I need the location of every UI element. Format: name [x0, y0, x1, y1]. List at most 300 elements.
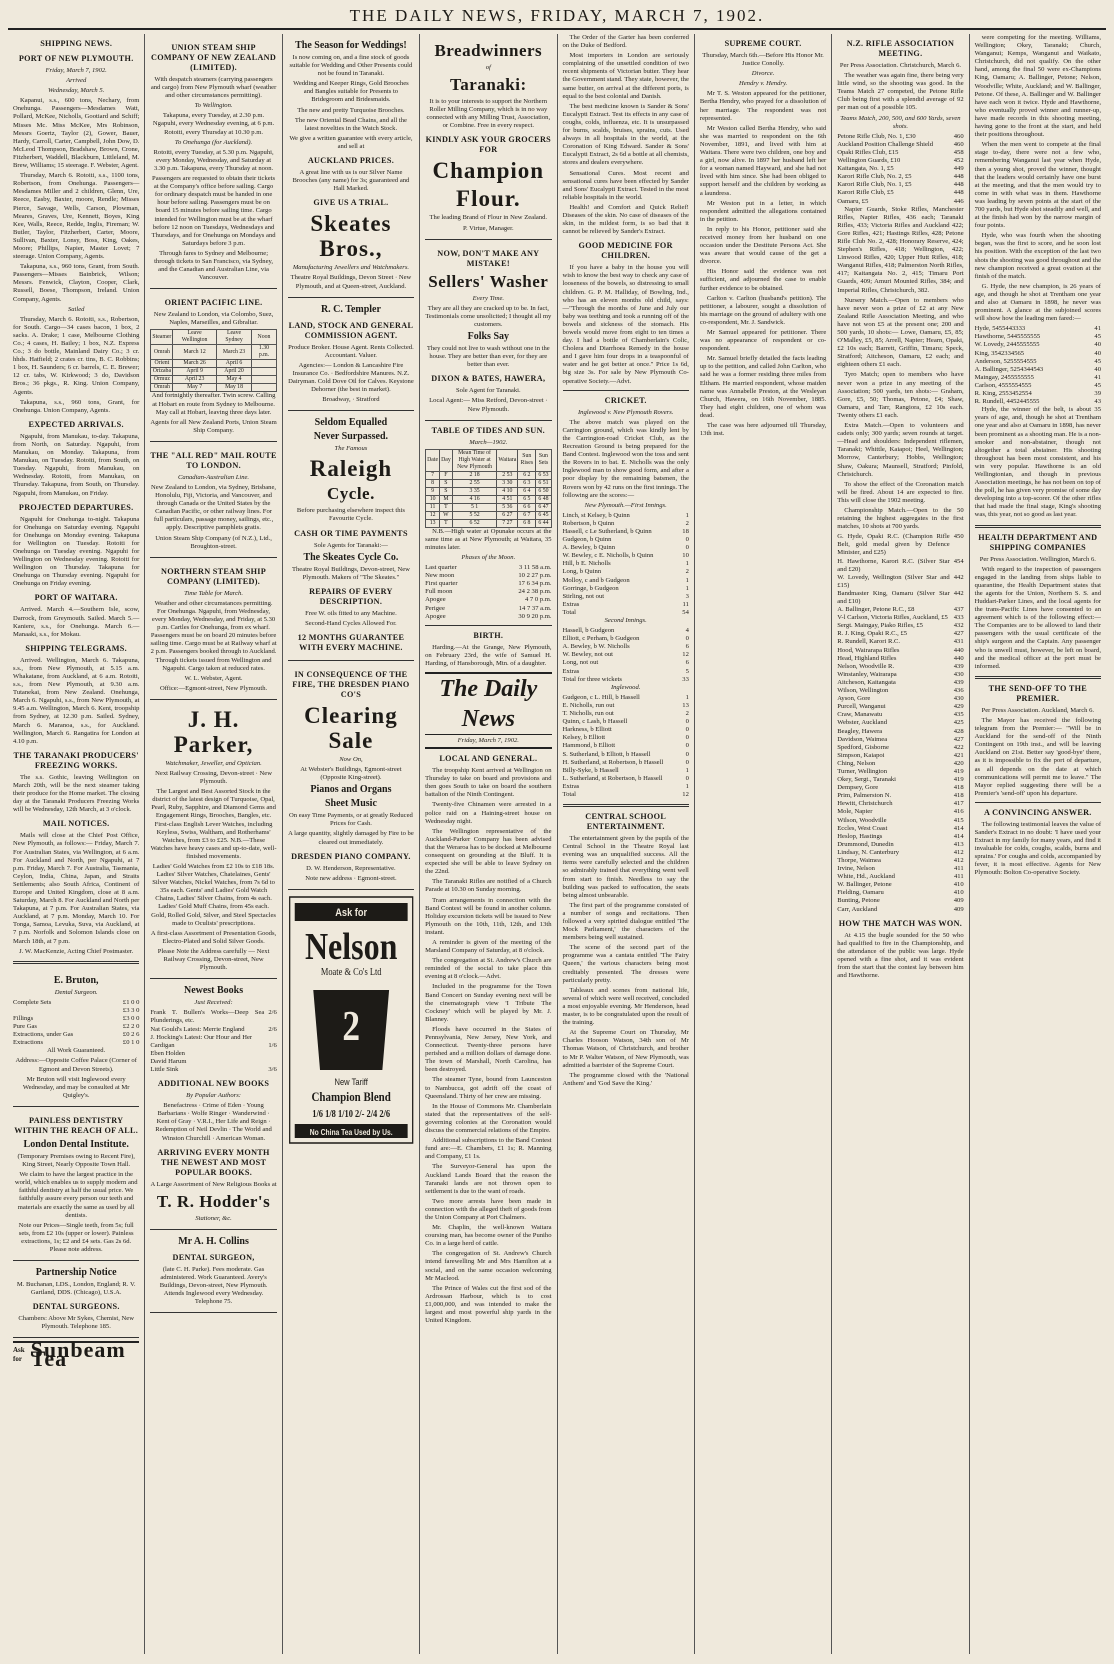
london-sub: (Temporary Premises owing to Recent Fire), King Street, Nearly Opposite Town Hall.	[17, 1152, 135, 1169]
dresden-co: DRESDEN PIANO COMPANY.	[291, 851, 411, 861]
wedding-text: Is now coming on, and a fine stock of goods suitable for Wedding and Other Presents could not be found in Taranaki.	[289, 54, 413, 78]
championship-score-line: Irvine, Nelson 411	[837, 865, 964, 873]
wedding-heading: The Season for Weddings!	[295, 40, 407, 51]
cycle-heading: Cycle.	[327, 484, 375, 504]
steamer-agents: Agents for all New Zealand Ports, Union Steam Ship Company.	[150, 418, 277, 434]
championship-score-line: R. Rundell, Karori R.C. 431	[837, 638, 964, 646]
np-scores	[563, 512, 689, 609]
cash-text: CASH OR TIME PAYMENTS	[294, 528, 408, 538]
expected-heading: EXPECTED ARRIVALS.	[28, 419, 124, 429]
sunbeam-tea: Sunbeam Tea	[30, 1337, 126, 1371]
allred-heading: THE "ALL RED" MAIL ROUTE TO LONDON.	[150, 450, 277, 470]
london-text: We claim to have the largest practice in the world, which enables us to supply modern and faithful dentistry at half the usual price. We faithfully assure every person our teeth and materials are exactly the same as used by all dentists.	[14, 1171, 138, 1219]
allred-sub: Canadian-Australian Line.	[178, 473, 250, 481]
dresden-intro: IN CONSEQUENCE OF THE FIRE, THE DRESDEN PIANO CO'S	[292, 670, 410, 699]
inglewood-heading: Inglewood.	[610, 683, 641, 691]
leading-score-line: R. Rundell, 4452445555 43	[974, 398, 1101, 406]
leading-score-line: Hawthorne, 5445555555 45	[974, 333, 1101, 341]
sendoff-heading: THE SEND-OFF TO THE PREMIER.	[988, 683, 1088, 703]
arriving-heading: ARRIVING EVERY MONTH THE NEWEST AND MOST POPULAR BOOKS.	[157, 1147, 270, 1177]
arrived-text-2: Thursday, March 6. Rotoiti, s.s., 1100 tons, Robertson, from Onehunga. Passengers—Mesdames Miller and 2 children, Glenn, Ure, Reece, Easby, Baxter, moore, Rendle; Misses Pierce, Savage, Wells, Carson, Plowman, Meares, Graves, Ure, Kennett, Boyes, King Kee, Walls, Reece, Redde, Inglis, Fireman; W. Butler, Taylor, Fitzherbert, Carter, Moore, Sullivan, Baxter, Lonsy, Boss, King, Oakes, Moore; Phillips, Napier, Master Lovet; 7 steerage. Union Company, Agents.	[13, 172, 140, 261]
supreme-heading: SUPREME COURT.	[724, 39, 802, 48]
templer-sub: LAND, STOCK AND GENERAL COMMISSION AGENT.	[288, 320, 414, 340]
team-score-line: Auckland Position Challenge Shield 460	[837, 140, 964, 148]
tide-column-header: Sun Sets	[536, 449, 551, 471]
score-line: W. Bewley, c E. Nicholls, b Quinn 10	[562, 552, 689, 560]
northern-office: Office:—Egmont-street, New Plymouth.	[159, 684, 268, 692]
score-line: Extras 11	[562, 600, 689, 608]
sendoff-sub: Per Press Association. Auckland, March 6.	[981, 706, 1095, 714]
cricket-text: The above match was played on the Carrington ground, which was kindly lent by the Carrington-road Cricket Club, as the Recreation Ground is being prepared for the Band Contest. Inglewood won the toss and sent the Rovers in to bat. E. Nicholls was the only Inglewood man to show good form, and after a poor display by the remaining batsmen, the Rovers won by 42 runs on the first innings. The following are the scores:—	[562, 418, 689, 499]
webster-address: At Webster's Buildings, Egmont-street (Opposite King-street).	[300, 766, 402, 782]
nelson-tea-ad	[288, 895, 414, 1148]
freezing-text: The s.s. Gothic, leaving Wellington on March 20th, will be the next steamer taking their produce for the Home market. The closing day at the Taranaki Producers Freezing Works will be Wednesday, 12th March, at 3 o'clock.	[13, 773, 140, 814]
championship-score-line: Prim, Palmerston N. 418	[837, 792, 964, 800]
collins-sub: DENTAL SURGEON,	[172, 1252, 255, 1262]
team-score-line: Karori Rifle Club, £5 448	[837, 189, 964, 197]
score-line: Stirling, not out 3	[562, 592, 689, 600]
local-news-paragraph: Included in the programme for the Town Band Concert on Sunday evening next will be the cinematograph view 'I Tribute The Cockney' which will be played by Mr. J. Blanney.	[425, 983, 552, 1023]
dental-price-line: £3 3 0	[122, 1006, 140, 1014]
skeates-cycle: The Skeates Cycle Co.	[303, 551, 399, 563]
tide-row: 13 T 6 52 7 27 6 8 6 44	[426, 519, 551, 527]
championship-score-line: Sergt. Maingay, Piako Rifles, £5 432	[837, 622, 964, 630]
tide-row: 9 S 3 35 4 10 6 4 6 50	[426, 487, 551, 495]
court-paragraph: In reply to his Honor, petitioner said she received money from her husband on one occasion under the Destitute Persons Act. She was aware that would cause of the get a divorce.	[699, 225, 827, 266]
flour-ad	[425, 34, 551, 240]
court-paragraph: Mr T. S. Weston appeared for the petitioner, Bertha Hendry, who prayed for a dissolution of her marriage. The respondent was not represented.	[699, 90, 827, 122]
central-heading: CENTRAL SCHOOL ENTERTAINMENT.	[585, 812, 667, 832]
tide-column-header: Mean Time of High Water at New Plymouth	[452, 449, 497, 471]
column-5	[558, 34, 695, 1654]
free-text: Free W. oils fitted to any Machine.	[305, 609, 397, 617]
steamer-row: Omrah May 7 May 18	[151, 384, 276, 392]
skeates-heading: Skeates Bros.,	[310, 211, 392, 262]
championship-score-line: Aitcheson, Kaitangata 439	[837, 678, 964, 686]
taranaki-heading: Taranaki:	[450, 75, 527, 95]
goodmed-text: If you have a baby in the house you will wish to know the best way to check any case of looseness of the bowels, so distressing to small children. G. P. M. Halliday, of Bowling, Ind., who has an eleven months old child, says:—"Through the months of June and July our baby was teething and took a running off of the bowels and sickness of the stomach. His bowels would move from eight to ten times a day. I had a bottle of Chamberlain's Colic, Cholera and Diarrhoea Remedy in the house and I gave him four drops in a teaspoonful of water and he got better at once." Price 1s 6d, big size 3s. For sale by New Plymouth Co-operative Society.—Advt.	[562, 264, 689, 385]
local-news-paragraph: The Surveyor-General has upon the Auckland Lands Board that the reason the Taranaki lands are not thrown open to settlement is due to the want of roads.	[425, 1163, 552, 1195]
winner-text: Hyde, the winner of the belt, is about 35 years of age, and, though he shot at Trentham one year and also at Oamaru in 1898, has never been prominent as a shooting man. He is a non-smoker and non-abstainer, though not altogether a total abstainer. His shooting throughout has been most consistent, and his win very popular. Hawthorne is an old Wellingtonian, and though in previous Association meetings, he has not been on top of the poll, he has given very promise of some day developing into a top-scorer. Of the other rifles that had made the final stage, King's shooting was, this year, not so good as last year.	[974, 406, 1101, 519]
local-news-paragraph: A reminder is given of the meeting of the Marsland Company of Saturday, at 8 o'clock.	[425, 938, 552, 955]
kindly-text: KINDLY ASK YOUR GROCERS FOR	[425, 135, 552, 155]
championship-score-line: Beagley, Hawera 428	[837, 727, 964, 735]
local-news-paragraph: Mr. Chaplin, the well-known Waitara coursing man, has become owner of the Puniho Co. in a large herd of cattle.	[425, 1224, 552, 1248]
supreme-sub: Thursday, March 6th.—Before His Honor Mr. Justice Conolly.	[702, 52, 824, 68]
turquoise-text: The new and pretty Turquoise Brooches.	[297, 106, 405, 114]
wedding-rings: Wedding and Keeper Rings, Gold Brooches and Bangles suitable for Presents to Bridegroom and Bridesmaids.	[293, 80, 409, 104]
virtue-text: P. Virtue, Manager.	[463, 224, 514, 232]
championship-score-line: Turner, Wellington 419	[837, 767, 964, 775]
london-prices: Note our Prices—Single teeth, from 5s; full sets, from £2 10s (upper or lower). Painless extractions, 1s; £2 and £4 sets. Gas 2s 6d. Please note address.	[18, 1221, 134, 1253]
tickets-text: Passengers are requested to obtain their tickets at the Company's office before sailing. Cargo for ordinary despatch must be handed in one hour before sailing. Passengers must be on board 15 minutes before sailing time. Cargo intended for Wellington must be at the wharf before 12 noon on Tuesdays, Wednesdays and Thursdays, and for Onehunga on Mondays and Saturdays before 3 p.m.	[151, 175, 276, 247]
moon-phase-line: New moon 10 2 27 p.m.	[425, 572, 552, 580]
inglewood-total: Total 12	[562, 790, 689, 798]
collins-heading: Mr A. H. Collins	[178, 1235, 249, 1247]
central-paragraph: At the Supreme Court on Thursday, Mr Charles Hooson Watson, 34th son of Mr Thomas Watson, of Christchurch, and brother to Mr P. Walter Watson, of New Plymouth, was admitted a barrister of the Supreme Court.	[562, 1029, 689, 1069]
leading-score-line: King, 3542334565 40	[974, 349, 1101, 357]
book-line: Little Sink 3/6	[150, 1065, 277, 1073]
silver-text: A great line with us is our Silver Name Brooches (any name) for 3s; guaranteed and Hall Marked.	[292, 169, 410, 193]
score-line: Extras 1	[562, 782, 689, 790]
books-ad	[150, 979, 276, 1230]
news-paragraph: The Order of the Garter has been conferred on the Duke of Bedford.	[562, 34, 689, 50]
partnership-ad	[13, 1261, 139, 1338]
book-line: Cardigan 1/6	[150, 1041, 277, 1049]
rifle-heading: N.Z. RIFLE ASSOCIATION MEETING.	[846, 39, 955, 58]
local-agent: Local Agent:— Miss Retford, Devon-street · New Plymouth.	[429, 397, 548, 413]
championship-score-line: R. J. King, Opaki R.C., £5 427	[837, 630, 964, 638]
dresden-ad	[288, 661, 414, 890]
birth-heading: BIRTH.	[473, 630, 504, 640]
additional-heading: ADDITIONAL NEW BOOKS	[157, 1079, 270, 1089]
book-line: J. Hocking's Latest: Our Hour and Her	[150, 1033, 253, 1041]
eucalypti-notes	[563, 34, 689, 236]
news-paragraph: Most importers in London are seriously complaining of the unsettled condition of two recent shipments of Victorian butter. They hear the Government stand. They state, however, the same butter, on arrival at the different ports, is equal to the best colonial and Danish.	[562, 52, 689, 100]
team-score-line: Wellington Guards, £10 452	[837, 157, 964, 165]
washer-text-2: They could not live to wash without one in the house. They are better than ever, for they are better than ever.	[426, 345, 550, 369]
tide-column-header: Date	[426, 449, 440, 471]
divorce-sub: Hendry v. Hendry.	[738, 80, 788, 88]
local-news-paragraph: Additional subscriptions to the Band Contest fund are:—E. Chambers, £1 1s; R. Manning and Company, £1 1s.	[425, 1137, 552, 1161]
local-news-paragraph: The Wellington representative of the Auckland-Parker Company has been advised that the Weraroa has to be docked at Melbourne consequent on grounding at the Bluff. It is expected she will be able to leave Sydney on the 22nd.	[425, 827, 552, 876]
departures-heading: PROJECTED DEPARTURES.	[18, 502, 134, 512]
score-line: E. Nicholls, run out 13	[562, 701, 689, 709]
tyro-text: Tyro Match; open to members who have never won a prize in any meeting of the Association; 500 yards, ten shots:— Graham, Gore, £5, 50; Thomas, Petone, £4; Shaw, Oamaru, and Tarr, Rangiora, £2 10s each. Twenty others £1 each.	[837, 371, 964, 419]
henderson-text: D. W. Henderson, Representative.	[306, 864, 396, 872]
championship-score-line: Nelson, Woodville R. 439	[837, 662, 964, 670]
additional-text: Benefactress · Crime of Eden · Young Barbarians · Wolfe Ringer · Wanderwind · Kent of Gray · V.R.I., Her Life and Reign · Redemption of Neil Devlin · The World and Winston Churchill · American Woman.	[155, 1102, 272, 1142]
health-sub: Per Press Association. Wellington, March 6.	[979, 555, 1096, 563]
northern-text: Weather and other circumstances permitting. For Onehunga. Ngapuhi, from Wednesday, every Monday, Wednesday, and Friday, at 5.30 p.m. Cartles for Onehunga, from ex wharf. Passengers must be on board 20 minutes before sailing time. Cargo must be at Railway wharf at 2 p.m. Passengers booked through to Auckland. Through tickets issued from Wellington and Ngapuhi. Cargo taken at reduced rates.	[150, 599, 277, 672]
deciding-text: To show the effect of the Coronation match will be fired. About 14 are expected to fire. This will close the 1902 meeting.	[837, 480, 964, 504]
parker-note: Please Note the Address carefully — Next Railway Crossing, Devon-street, New Plymouth.	[157, 947, 270, 972]
dental-address: Address:—Opposite Coffee Palace (Corner of Egmont and Devon Streets).	[15, 1057, 137, 1073]
moon-phase-line: Apogee 30 9 20 p.m.	[425, 612, 552, 620]
rifle-sub: Per Press Association. Christchurch, March 6.	[839, 62, 962, 69]
score-line: Billy-Syke, b Hassell 1	[562, 766, 689, 774]
championship-score-line: Thorpe, Waimea 412	[837, 857, 964, 864]
dont-text: NOW, DON'T MAKE ANY MISTAKE!	[437, 248, 540, 268]
championship-score-line: White, Hd., Auckland 411	[837, 873, 964, 881]
score-line: A. Bewley, b Quinn 0	[562, 544, 689, 552]
court-paragraph: Mr Weston put in a letter, in which respondent admitted the allegations contained in the petition.	[699, 199, 827, 223]
championship-score-line: Head, Highland Rifles 440	[837, 654, 964, 662]
local-news-paragraph: Two more arrests have been made in connection with the alleged theft of goods from the Union Company at Port Chalmers.	[425, 1197, 552, 1221]
court-paragraph: The case was here adjourned till Thursday, 13th inst.	[699, 422, 827, 438]
union-heading: UNION STEAM SHIP COMPANY OF NEW ZEALAND (LIMITED).	[151, 43, 277, 72]
steamer-row: Omrah March 12 March 23 1.30 p.m.	[151, 345, 276, 360]
auckland-prices: AUCKLAND PRICES.	[307, 156, 395, 166]
score-line: Robertson, b Quinn 2	[562, 519, 689, 527]
wellington-heading: To Wellington.	[194, 102, 233, 110]
team-score-line: Karori Rifle Club, No. 1, £5 448	[837, 181, 964, 189]
championship-score-line: Spedford, Gisborne 422	[837, 743, 964, 751]
dixon-heading: DIXON & BATES, HAWERA,	[431, 374, 546, 384]
teams-text: Napier Guards, Stoke Rifles, Manchester Rifles, Napier Rifles, 436 each; Taranaki Rifles, 433; Victoria Rifles and Auckland 422; Gore Rifles, 421; Hastings Rifles, 428; Petone Rifle Club No. 2, 428; Honorary Reserve, 424; Stephen's Rifles, 418; Wellington, 422; Linwood Rifles, 420; Upper Hutt Rifles, 418; Wanganui Rifles, 418; Palmerston North Rifles, 417; Kaitangata No. 2, 415; Timaru Port Guards, 409; Amuri Mounted Rifles, 384; and Imperial Rifles, Christchurch, 382.	[837, 205, 964, 294]
skeates-cycle-address: Theatre Royal Buildings, Devon-street, New Plymouth. Makers of "The Skeates."	[291, 565, 410, 581]
shipping-date: Friday, March 7, 1902.	[45, 67, 107, 74]
london-dental-ad	[13, 1107, 139, 1261]
local-news-paragraph: The Prince of Wales cut the first sod of the Ardrossan Harbour, which is to cost £1,000,000, and was intended to make the largest and most powerful ship yards in the United Kingdom.	[425, 1284, 552, 1325]
masthead	[8, 6, 1106, 30]
score-line: Gudgeon, b Quinn 0	[562, 536, 689, 544]
championship-score-line: Heslop, Hastings 414	[837, 832, 964, 840]
of-text: of	[485, 64, 491, 71]
leading-score-line: W. Lovedy, 2445555555 40	[974, 341, 1101, 349]
score-line: S. Sutherland, b Elliott, b Hassell 0	[562, 750, 689, 758]
championship-score-line: Eccles, West Coast 414	[837, 824, 964, 832]
parker-heading: J. H. Parker,	[173, 706, 254, 757]
score-line: Hill, b E. Nicholls 1	[562, 560, 689, 568]
nelson-sub: Moate & Co's Ltd	[320, 966, 382, 978]
central-paragraph: Tableaux and scenes from national life, several of which were well received, concluded a most enjoyable evening. Mr Henderson, head master, is to be congratulated upon the result of the training.	[562, 986, 689, 1027]
championship-score-line: Hewitt, Christchurch 417	[837, 800, 964, 808]
championship-score-line: Webster, Auckland 425	[837, 719, 964, 727]
tides-sub: March—1902.	[469, 438, 508, 446]
moon-phase-line: Full moon 24 2 38 p.m.	[425, 588, 552, 596]
oriental-text: The new Oriental Bead Chains, and all the latest novelties in the Watch Stock.	[294, 116, 407, 132]
championship-score-line: H. Hawthorne, Karori R.C. (Silver Star and £20) 454	[837, 557, 964, 573]
henderson-address: Note new address · Egmont-street.	[305, 874, 397, 882]
score-line: Quinn, c Lash, b Hassell 0	[562, 718, 689, 726]
inglewood-scores	[563, 694, 689, 791]
team-score-line: Karori Rifle Club, No. 2, £5 448	[837, 173, 964, 181]
additional-sub: By Popular Authors:	[186, 1092, 241, 1100]
rifle-cont-text: were competing for the meeting. Williams, Wellington; Okey, Taranaki; Church, Wanganui; Kemps, Wanganui and Waikato, Christchurch, did not qualify. On the other hand, among the final 50 were ex-Champions King, Oamaru; A. Ballinger, Petone; Nelson, Woodville; White, Auckland; and W. Ballinger, Petone. Of these, A. Ballinger and W. Ballinger have each won it twice. Hyde and Hawthorne, who eventually proved winner and runner-up, have made records in this shooting meeting, having gone to the front at the start, and held their positions throughout.	[974, 34, 1101, 139]
championship-score-line: Bandmaster King, Oamaru (Silver Star and £10) 442	[837, 589, 964, 605]
nursery-text: Nursery Match.—Open to members who have never won a prize of £2 at any New Zealand Rifle Association Meeting, and who have not won £5 at the present one; 200 and 500 yards, 10 shots:— Lowe, Oamaru, £5, 85; O'Malley, £5, 85; Arrell, Napier; Hearn, Opaki, £2 10s each; Barrett, Griffin, Timaru; Speck, Stratford; Aitcheson, Oamaru, £2 each; and eighteen others £1 each.	[837, 296, 964, 369]
column-6	[695, 34, 832, 1654]
templer-ad	[288, 298, 414, 412]
partnership-heading: Partnership Notice	[35, 1267, 117, 1279]
sunbeam-ad	[13, 1337, 139, 1371]
nelson-no-china: No China Tea Used by Us.	[309, 1127, 393, 1138]
columns	[8, 34, 1106, 1654]
court-paragraph: Mr Weston called Bertha Hendry, who said she was married to respondent on the 6th November, 1891, and lived with him at Waitara. There were two children, one boy and a girl, now alive. In 1897 her husband left her for a woman named Hayward, and she had not lived with him since. She had been obliged to support herself and the children by working as a laundress.	[699, 124, 827, 197]
allred-ad	[150, 442, 276, 558]
championship-score-line: Wilson, Wellington 436	[837, 687, 964, 695]
championship-score-line: Dempsey, Gore 418	[837, 784, 964, 792]
divorce-heading: Divorce.	[751, 70, 775, 78]
union-text: With despatch steamers (carrying passengers and cargo) from New Plymouth wharf (weather and other circumstances permitting).	[150, 76, 277, 100]
team-score-line: Kaitangata, No. 1, £5 449	[837, 165, 964, 173]
leading-score-line: Carlson, 4555554555 45	[974, 381, 1101, 389]
onehunga-heading: To Onehunga (for Auckland).	[174, 138, 253, 146]
sheet-text: Sheet Music	[324, 798, 377, 810]
through-text: Through fares to Sydney and Melbourne; through tickets to San Francisco, via Sydney, and the Canadian and Australian Line, via Vancouver.	[154, 249, 274, 282]
tides-table	[425, 449, 551, 528]
championship-score-line: Wilson, Woodville 415	[837, 816, 964, 824]
parker-ad	[150, 700, 276, 979]
painless-heading: PAINLESS DENTISTRY WITHIN THE REACH OF ALL.	[14, 1115, 139, 1135]
easy-text: On easy Time Payments, or at greatly Reduced Prices for Cash.	[289, 812, 413, 828]
bargain-text: A large quantity, slightly damaged by Fire to be cleared out immediately.	[288, 830, 414, 846]
trial-text: GIVE US A TRIAL.	[313, 198, 389, 208]
famous-text: The Famous	[334, 445, 368, 453]
score-line: Harkness, b Elliott 0	[562, 726, 689, 734]
sailed-heading: Sailed	[67, 305, 85, 313]
score-line: Elliott, c Perham, b Gudgeon 0	[562, 635, 689, 643]
nelson-prices: 1/6 1/8 1/10 2/- 2/4 2/6	[312, 1108, 390, 1120]
tide-row: 10 M 4 16 4 51 6 5 6 48	[426, 495, 551, 503]
waitara-heading: PORT OF WAITARA.	[34, 593, 118, 603]
repairs-text: REPAIRS OF EVERY DESCRIPTION.	[309, 586, 393, 606]
column-7	[832, 34, 969, 1654]
health-text: With regard to the inspection of passengers engaged in the landing from ships liable to quarantine, the Health Department states that the agents for the Union, Northern S. S. and Huddart-Parker Lines, and the local agents for the trans-Pacific Lines have consented to an agreement which is of the following effect:— The Companies are to be allowed to land their passengers with the usual certificate of the ship's surgeon and the Captain. Any passenger who is unwell must, however, be left on board, and the medical officer at the port must be informed.	[974, 565, 1101, 670]
cricket-heading: CRICKET.	[604, 395, 647, 405]
dental-price-list	[13, 999, 139, 1048]
np-second-total: Total for three wickets 33	[562, 675, 689, 683]
leading-score-line: Anderson, 5255554555 45	[974, 357, 1101, 365]
howwon-heading: HOW THE MATCH WAS WON.	[838, 918, 963, 928]
moon-phase-line: First quarter 17 6 34 p.m.	[425, 580, 552, 588]
clearing-heading: Clearing Sale	[304, 703, 398, 753]
team-score-line: Petone Rifle Club, No. 1, £30 460	[837, 132, 964, 140]
arrived-text: Kapanui, s.s., 600 tons, Nechary, from Onehunga. Passengers—Mesdames Watt, Pollard, McKee, Nicholls, Gootiard and Schiff; Misses Mc. Miss McKee, Mrs Robinson, Messrs Goertz, Taylor (2), Gower, Bauer, Hardy, Carroll, Carter, Campbell, John Dow, D. McLeod Thompson, Bradshaw, Brown, Crone, Fitzherbert, Waddell, Blackburn, Littleland, M. Brew, Williams; 15 steerage. F. Webster, Agent.	[13, 97, 140, 170]
championship-score-line: Bunting, Petone 409	[837, 897, 964, 905]
paper-title: The Daily News	[425, 672, 551, 735]
hyde-text: G. Hyde, the new champion, is 26 years of age, and though he shot at Trentham one year and also at Oamaru in 1898, he never was prominent. A glance at the subjoined scores will show how the leading men fared:—	[974, 282, 1101, 323]
expected-text: Ngapuhi, from Manukau, to-day. Takapuna, from North, on Saturday. Ngapuhi, from Manukau, on Monday. Takapuna, from Manukau, on Tuesday. Rotoiti, from South, on Tuesday. Ngapuhi, from Manukau, on Wednesday. Rotoiti, from Manukau, on Thursday. Takapuna, from South, on Thursday. Ngapuhi, from Manukau, on Friday.	[13, 432, 140, 497]
moon-heading: Phases of the Moon.	[461, 553, 516, 561]
nelson-tea-graphic	[288, 895, 414, 1145]
collins-ad	[150, 1230, 276, 1313]
court-paragraph: His Honor said the evidence was not sufficient, and adjourned the case to enable further evidence to be obtained.	[699, 268, 827, 292]
championship-score-line: Okey, Sergt., Taranaki 419	[837, 776, 964, 784]
championship-score-line: Fielding, Oamaru 410	[837, 889, 964, 897]
steamer-column-header: Steamer	[151, 330, 173, 345]
column-4	[420, 34, 557, 1654]
pacific-ad	[150, 289, 276, 442]
moon-phase-line: Apogee 4 7 0 p.m.	[425, 596, 552, 604]
book-line: Nat Gould's Latest: Merrie England 2/6	[150, 1025, 277, 1033]
washer-text: They are all they are cracked up to be. In fact, Testimonials come unsolicited; I thought all my customers.	[425, 304, 552, 328]
score-line: L. Sutherland, st Robertson, b Hassell 0	[562, 774, 689, 782]
waitara-text: Arrived. March 4.—Southern Isle, scow, Darrock, from Greymouth. Sailed. March 5.—Kaniere, s.s., for Onehunga. March 6.—Manaaki, s.s., for Mokau.	[13, 606, 140, 638]
dental-guarantee: All Work Guaranteed.	[47, 1047, 106, 1055]
nelson-ask: Ask for	[334, 907, 367, 920]
health-heading: HEALTH DEPARTMENT AND SHIPPING COMPANIES	[978, 532, 1098, 552]
championship-score-line: Hood, Wairarapa Rifles 440	[837, 646, 964, 654]
tide-row: 8 S 2 55 3 30 6 3 6 51	[426, 479, 551, 487]
northern-agent: W. L. Webster, Agent.	[184, 674, 243, 682]
before-text: Before purchasing elsewhere inspect this Favourite Cycle.	[296, 507, 405, 523]
score-line: Gorringe, b Gudgeon 1	[562, 584, 689, 592]
championship-score-line: G. Hyde, Opaki R.C. (Champion Rifle Belt, gold medal given by Defence Minister, and £25) 450	[837, 533, 964, 557]
sunbeam-ask: Ask for	[13, 1346, 25, 1363]
teams-heading: Teams Match, 200, 500, and 600 Yards, seven shots.	[840, 114, 961, 130]
bruton-name: E. Bruton,	[53, 974, 99, 986]
parker-sub: Watchmaker, Jeweller, and Optician.	[165, 759, 262, 767]
score-line: Hassell, b Gudgeon 4	[562, 627, 689, 635]
hodder-heading: T. R. Hodder's	[156, 1191, 271, 1211]
hodder-sub: Stationer, &c.	[195, 1214, 232, 1222]
arrived-text-3: Takapuna, s.s., 960 tons, Grant, from South. Passengers—Misses Bainbrick, Wilson; Messrs. Fenwick, Clayton, Cooper, Clark, Russell, Boese, Thompson, Ireland. Union Company, Agents.	[13, 263, 140, 303]
rifle-text: The weather was again fine, there being very little wind, so the shooting was good. In the Teams Match 27 competed, the Petone Rifle Club being first with a splendid average of 92 per man out of a possible 105.	[837, 72, 964, 112]
masthead-title: THE DAILY NEWS, FRIDAY, MARCH 7, 1902.	[349, 6, 765, 25]
skeates-sub: Manufacturing Jewellers and Watchmakers.	[292, 264, 410, 272]
partnership-sub: DENTAL SURGEONS.	[32, 1302, 120, 1312]
news-paragraph: Sensational Cures. Most recent and sensational cures have been effected by Sander and Sons' Eucalypti Extract. Tested in the most reliable hospitals in the world.	[562, 169, 689, 201]
goodmed-heading: GOOD MEDICINE FOR CHILDREN.	[578, 241, 673, 261]
local-news-paragraph: The troopship Kent arrived at Wellington on Thursday to take on board and provisions and then goes South to take on board the southern battalion of the Ninth Contingent.	[425, 767, 552, 799]
score-line: Long, not out 6	[562, 659, 689, 667]
tide-column-header: Waitara	[497, 449, 518, 471]
skeates-address: Theatre Royal Buildings, Devon Street · New Plymouth, and at Queen-street, Auckland.	[290, 274, 412, 290]
convincing-text: The following testimonial leaves the value of Sander's Extract in no doubt: 'I have used your Extract in my family for many years, and find it invaluable for colds, coughs, scalds, burns and sprains.' For coughs and colds, accompanied by fever, it is most effective. Agents for New Plymouth: Bolton Co-operative Society.	[974, 820, 1102, 877]
birth-text: Harding.—At the Grange, New Plymouth, on February 23rd, the wife of Samuel H. Harding, of Hansborough, Mtn. of a daughter.	[425, 643, 552, 667]
column-2	[145, 34, 282, 1654]
local-news-paragraph: Tram arrangements in connection with the Band Contest will be found in another column. Holiday excursion tickets will be issued to New Plymouth on the 10th, 11th, 12th, and 13th instant.	[425, 896, 552, 936]
local-news-paragraph: The congregation of St. Andrew's Church intend farewelling Mr and Mrs Hamilton at a social, and on the same occasion welcoming Mr Macleod.	[425, 1250, 552, 1282]
freezing-heading: THE TARANAKI PRODUCERS' FREEZING WORKS.	[13, 750, 139, 770]
parker-address: Next Railway Crossing, Devon-street · New Plymouth.	[155, 769, 272, 786]
championship-score-line: W. Ballinger, Petone 410	[837, 881, 964, 889]
arriving-sub: A Large Assortment of New Religious Books at	[150, 1180, 277, 1188]
never-text: Never Surpassed.	[313, 431, 389, 443]
howwon-text: At 4.15 the bugle sounded for the 50 who had qualified to fire in the Championship, and the attendance of the public was large. Hyde opened with a fine shot, and it was evident from the start that the contest lay between him and Hawthorne.	[837, 931, 964, 980]
score-line: A. Bewley, b W. Nicholls 6	[562, 643, 689, 651]
tide-row: 12 W 5 52 6 27 6 7 6 45	[426, 511, 551, 519]
championship-score-line: Lindsay, N. Canterbury 412	[837, 848, 964, 856]
score-line: Extras 5	[562, 667, 689, 675]
tide-column-header: Day	[440, 449, 453, 471]
parker-text-2: Ladies' Gold Watches from £2 10s to £18 18s. Ladies' Silver Watches, Chatelaines, Gents' Silver Watches, Nickel Watches, from 7s 6d to 35s each. Gents' and Ladies' Gold Watch Chains, Ladies' Silver Chains, from 4s each. Ladies' Gold Muff Chains, from 45s each. Gold, Rolled Gold, Silver, and Steel Spectacles made to Oculists' prescriptions.	[151, 863, 276, 927]
championship-score-line: Carr, Auckland 409	[837, 905, 964, 913]
nelson-name: Nelson	[304, 925, 398, 968]
raleigh-ad	[288, 411, 414, 661]
score-line: Long, b Quinn 2	[562, 568, 689, 576]
sole-text: Sole Agents for Taranaki:—	[313, 541, 388, 549]
tide-column-header: Sun Rises	[518, 449, 536, 471]
np-innings-heading: New Plymouth.—First Innings.	[584, 501, 667, 509]
telegrams-heading: SHIPPING TELEGRAMS.	[25, 643, 127, 653]
score-line: Molloy, c and b Gudgeon 1	[562, 576, 689, 584]
champion-text: Championship Match.—Open to the 50 retaining the highest aggregates in the first matches, 10 shots at 700 yards.	[837, 506, 964, 531]
sellers-heading: Sellers' Washer	[428, 271, 549, 291]
now-on: Now On,	[339, 756, 363, 763]
championship-score-line: V-l Carlson, Victoria Rifles, Auckland, £5 433	[837, 614, 964, 622]
bruton-ad	[13, 969, 139, 1107]
dixon-sub: Sole Agent for Taranaki.	[456, 387, 521, 395]
collins-text: (late C. H. Parke). Fees moderate. Gas administered. Work Guaranteed. Avery's Buildings, Devon-street, New Plymouth. Attends Inglewood every Wednesday. Telephone 75.	[159, 1265, 268, 1306]
raleigh-heading: Raleigh	[309, 456, 393, 482]
score-line: Hassell, c Le Sutherland, b Quinn 18	[562, 527, 689, 535]
championship-score-line: Winstanley, Wairarapa 430	[837, 670, 964, 678]
central-paragraph: The programme closed with the 'National Anthem' and 'God Save the King.'	[562, 1071, 689, 1087]
divorce-text	[700, 90, 826, 438]
news-paragraph: Health! and Comfort and Quick Relief! Diseases of the skin. No case of diseases of the skin, in the mildest form, is so bad that it cannot be relieved by Sander's Extract.	[562, 203, 689, 236]
local-news-paragraph: Floods have occurred in the States of Pennsylvania, New Jersey, New York, and Connecticut. Twenty-three persons have perished and a million dollars of damage done. The town of Marshall, North Carolina, has been destroyed.	[425, 1025, 552, 1074]
port-heading: PORT OF NEW PLYMOUTH.	[18, 54, 134, 63]
steamer-row: Orient March 26 April 6	[151, 360, 276, 368]
leading-score-line: R. King, 2553452554 39	[974, 390, 1101, 398]
convincing-heading: A CONVINCING ANSWER.	[983, 807, 1092, 817]
moon-phases	[425, 564, 551, 621]
london-heading: London Dental Institute.	[23, 1138, 129, 1150]
championship-score-line: Davidson, Waimea 427	[837, 735, 964, 743]
moon-phase-line: Last quarter 3 11 58 a.m.	[425, 564, 552, 572]
extra-text: Extra Match.—Open to volunteers and cadets only; 300 yards; seven rounds at target.—Head and shoulders: Independent riflemen, Taranaki; Whittle, Kaiapoi; Heel, Wellington; Morrow, Canterbury; Hobbs, Wellington; Shaw, Oakura; Maunsell, Stratford; Pinfold, Christchurch.	[837, 422, 964, 478]
breadwinners-heading: Breadwinners	[434, 41, 543, 60]
templer-text: Produce Broker. House Agent. Rents Collected. Accountant. Valuer.	[288, 343, 414, 359]
allred-text: New Zealand to London, via Sydney, Brisbane, Honolulu, Fiji, Victoria, and Vancouver, and through Canada or the United States by the Canadian Pacific, or other railway lines. For full particulars, passage money, sailings, etc., apply. Descriptive pamphlets gratis.	[151, 484, 277, 532]
newbooks-sub: Just Received:	[194, 999, 233, 1007]
second-text: Second-Hand Cycles Allowed For.	[305, 619, 397, 627]
wellington-text: Takapuna, every Tuesday, at 2.30 p.m. Ngapuhi, every Wednesday evening, at 6 p.m. Rotoiti, every Thursday at 10.30 p.m.	[152, 112, 275, 136]
steamer-column-header: Leave Sydney	[216, 330, 251, 345]
